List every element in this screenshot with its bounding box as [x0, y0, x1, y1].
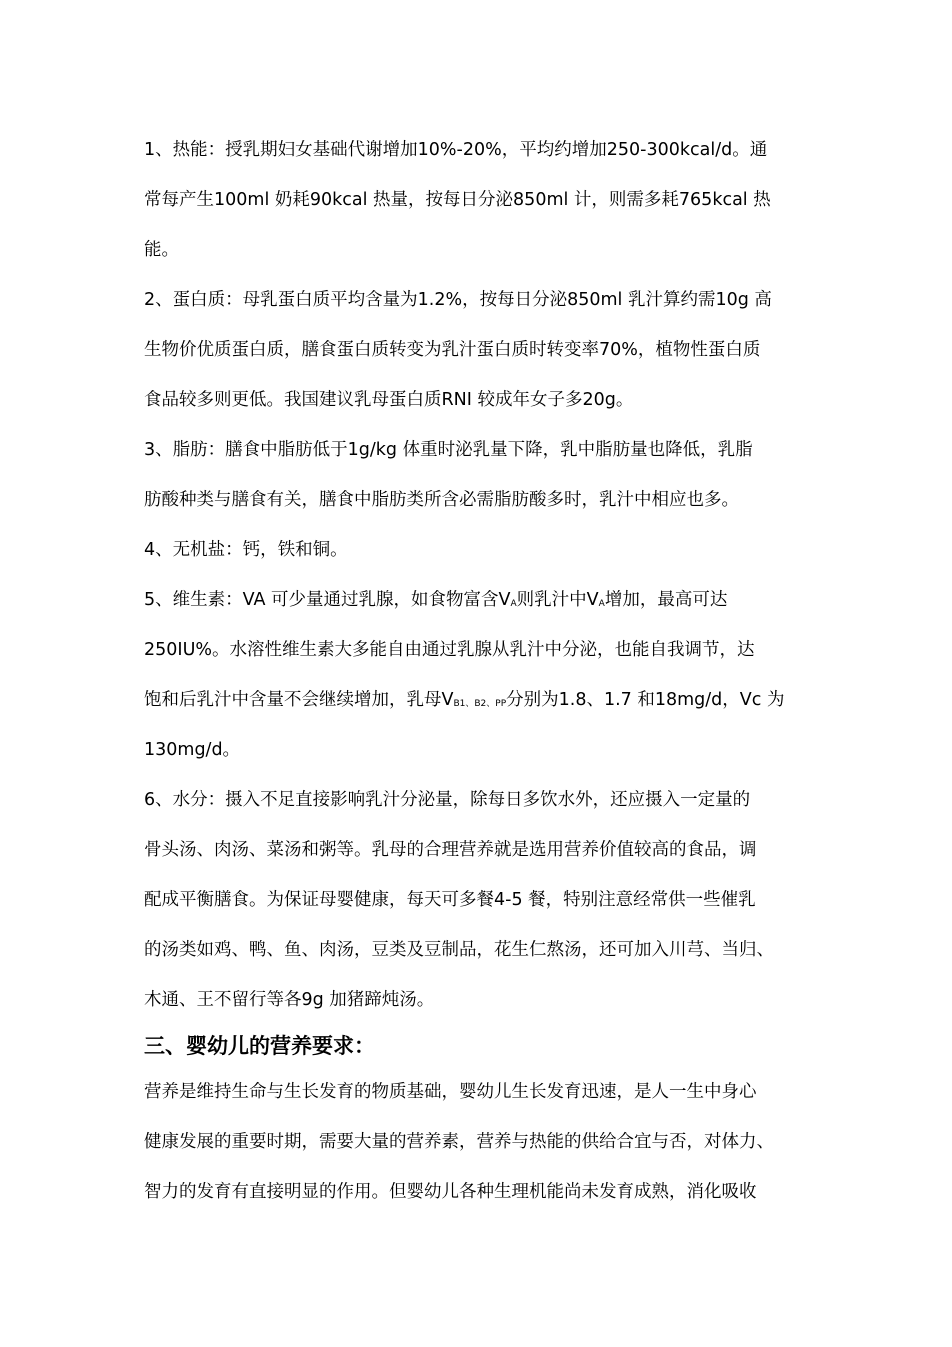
text-line: 智力的发育有直接明显的作用。但婴幼儿各种生理机能尚未发育成熟，消化吸收 [144, 1182, 757, 1202]
document-body [144, 125, 810, 1217]
text-line: 食品较多则更低。我国建议乳母蛋白质RNI 较成年女子多20g。 [144, 390, 634, 410]
text-fragment: 增加，最高可达 [604, 590, 728, 610]
paragraph-fat [144, 425, 810, 525]
text-fragment: 5、维生素：VA 可少量通过乳腺，如食物富含V [144, 590, 511, 610]
text-fragment: 饱和后乳汁中含量不会继续增加，乳母V [144, 690, 454, 710]
paragraph-protein [144, 275, 810, 425]
text-fragment: 分别为1.8、1.7 和18mg/d，Vc 为 [506, 690, 785, 710]
paragraph-minerals [144, 525, 810, 575]
text-line: 2、蛋白质：母乳蛋白质平均含量为1.2%，按每日分泌850ml 乳汁算约需10g 高 [144, 290, 772, 310]
subscript: A [598, 599, 605, 609]
text-line: 配成平衡膳食。为保证母婴健康，每天可多餐4-5 餐，特别注意经常供一些催乳 [144, 890, 756, 910]
text-line: 250IU%。水溶性维生素大多能自由通过乳腺从乳汁中分泌，也能自我调节，达 [144, 640, 755, 660]
section-heading: 三、婴幼儿的营养要求： [144, 1034, 375, 1058]
paragraph-vitamins [144, 575, 810, 775]
subscript: B1、B2、PP [453, 699, 507, 709]
text-line: 能。 [144, 240, 179, 260]
text-line: 肪酸种类与膳食有关，膳食中脂肪类所含必需脂肪酸多时，乳汁中相应也多。 [144, 490, 739, 510]
text-line: 木通、王不留行等各9g 加猪蹄炖汤。 [144, 990, 435, 1010]
text-line: 6、水分：摄入不足直接影响乳汁分泌量，除每日多饮水外，还应摄入一定量的 [144, 790, 751, 810]
text-line: 生物价优质蛋白质，膳食蛋白质转变为乳汁蛋白质时转变率70%，植物性蛋白质 [144, 340, 761, 360]
text-line: 3、脂肪：膳食中脂肪低于1g/kg 体重时泌乳量下降，乳中脂肪量也降低，乳脂 [144, 440, 753, 460]
text-line: 骨头汤、肉汤、菜汤和粥等。乳母的合理营养就是选用营养价值较高的食品，调 [144, 840, 757, 860]
text-line: 常每产生100ml 奶耗90kcal 热量，按每日分泌850ml 计，则需多耗765kcal 热 [144, 190, 771, 210]
subscript: A [510, 599, 517, 609]
text-line: 的汤类如鸡、鸭、鱼、肉汤，豆类及豆制品，花生仁熬汤，还可加入川芎、当归、 [144, 940, 774, 960]
text-line: 营养是维持生命与生长发育的物质基础，婴幼儿生长发育迅速，是人一生中身心 [144, 1082, 757, 1102]
paragraph-water [144, 775, 810, 1025]
text-fragment: 则乳汁中V [516, 590, 599, 610]
text-line: 130mg/d。 [144, 740, 241, 760]
text-line: 4、无机盐：钙，铁和铜。 [144, 540, 348, 560]
text-line: 健康发展的重要时期，需要大量的营养素，营养与热能的供给合宜与否，对体力、 [144, 1132, 774, 1152]
paragraph-energy [144, 125, 810, 275]
text-line: 1、热能：授乳期妇女基础代谢增加10%-20%，平均约增加250-300kcal/d。通 [144, 140, 768, 160]
paragraph-infant-nutrition [144, 1067, 810, 1217]
